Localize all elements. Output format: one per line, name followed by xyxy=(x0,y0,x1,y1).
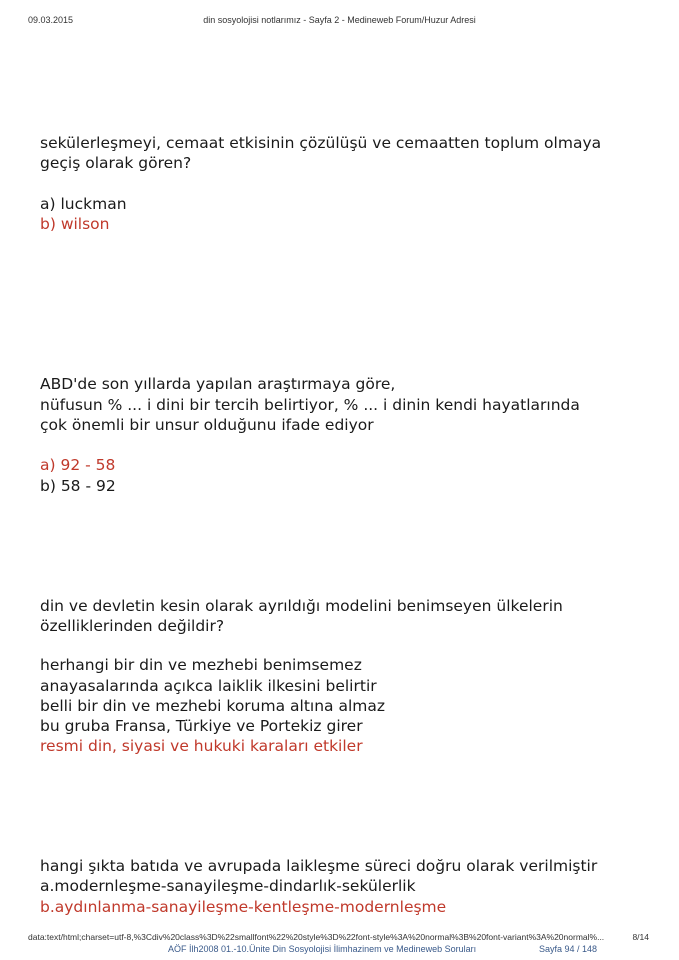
footer-page-number: 8/14 xyxy=(632,932,649,942)
q3-option-3: belli bir din ve mezhebi koruma altına almaz xyxy=(40,697,386,715)
footer-forum-title[interactable]: AÖF İlh2008 01.-10.Ünite Din Sosyolojisi İlimhazinem ve Medineweb Soruları xyxy=(168,944,477,954)
print-date: 09.03.2015 xyxy=(28,15,74,25)
q2-text-line3: çok önemli bir unsur olduğunu ifade ediyor xyxy=(40,416,374,434)
q2-option-a-answer: a) 92 - 58 xyxy=(40,456,116,474)
q1-option-b-answer: b) wilson xyxy=(40,215,110,233)
q2-text-line1: ABD'de son yıllarda yapılan araştırmaya göre, xyxy=(40,375,396,393)
q4-option-a: a.modernleşme-sanayileşme-dindarlık-sekülerlik xyxy=(40,877,416,895)
q3-option-2: anayasalarında açıkca laiklik ilkesini belirtir xyxy=(40,677,377,695)
q3-option-5-answer: resmi din, siyasi ve hukuki karaları etkiler xyxy=(40,737,363,755)
q3-option-1: herhangi bir din ve mezhebi benimsemez xyxy=(40,656,362,674)
print-title: din sosyolojisi notlarımız - Sayfa 2 - Medineweb Forum/Huzur Adresi xyxy=(203,15,476,25)
q1-text-line2: geçiş olarak gören? xyxy=(40,154,192,172)
q3-text-line2: özelliklerinden değildir? xyxy=(40,617,225,635)
print-header xyxy=(0,15,679,29)
footer-url: data:text/html;charset=utf-8,%3Cdiv%20class%3D%22smallfont%22%20style%3D%22font-style%3A%20normal%3B%20font-variant%3A%20normal%... xyxy=(28,932,605,942)
footer-forum-page[interactable]: Sayfa 94 / 148 xyxy=(539,944,598,954)
q1-text-line1: sekülerleşmeyi, cemaat etkisinin çözülüşü ve cemaatten toplum olmaya xyxy=(40,134,602,152)
q2-text-line2: nüfusun % ... i dini bir tercih belirtiyor, % ... i dinin kendi hayatlarında xyxy=(40,396,580,414)
q3-option-4: bu gruba Fransa, Türkiye ve Portekiz girer xyxy=(40,717,363,735)
q4-text-line1: hangi şıkta batıda ve avrupada laikleşme süreci doğru olarak verilmiştir xyxy=(40,857,598,875)
q1-option-a: a) luckman xyxy=(40,195,127,213)
q2-option-b: b) 58 - 92 xyxy=(40,477,116,495)
q3-text-line1: din ve devletin kesin olarak ayrıldığı modelini benimseyen ülkelerin xyxy=(40,597,563,615)
q4-option-b-answer: b.aydınlanma-sanayileşme-kentleşme-modernleşme xyxy=(40,898,447,916)
